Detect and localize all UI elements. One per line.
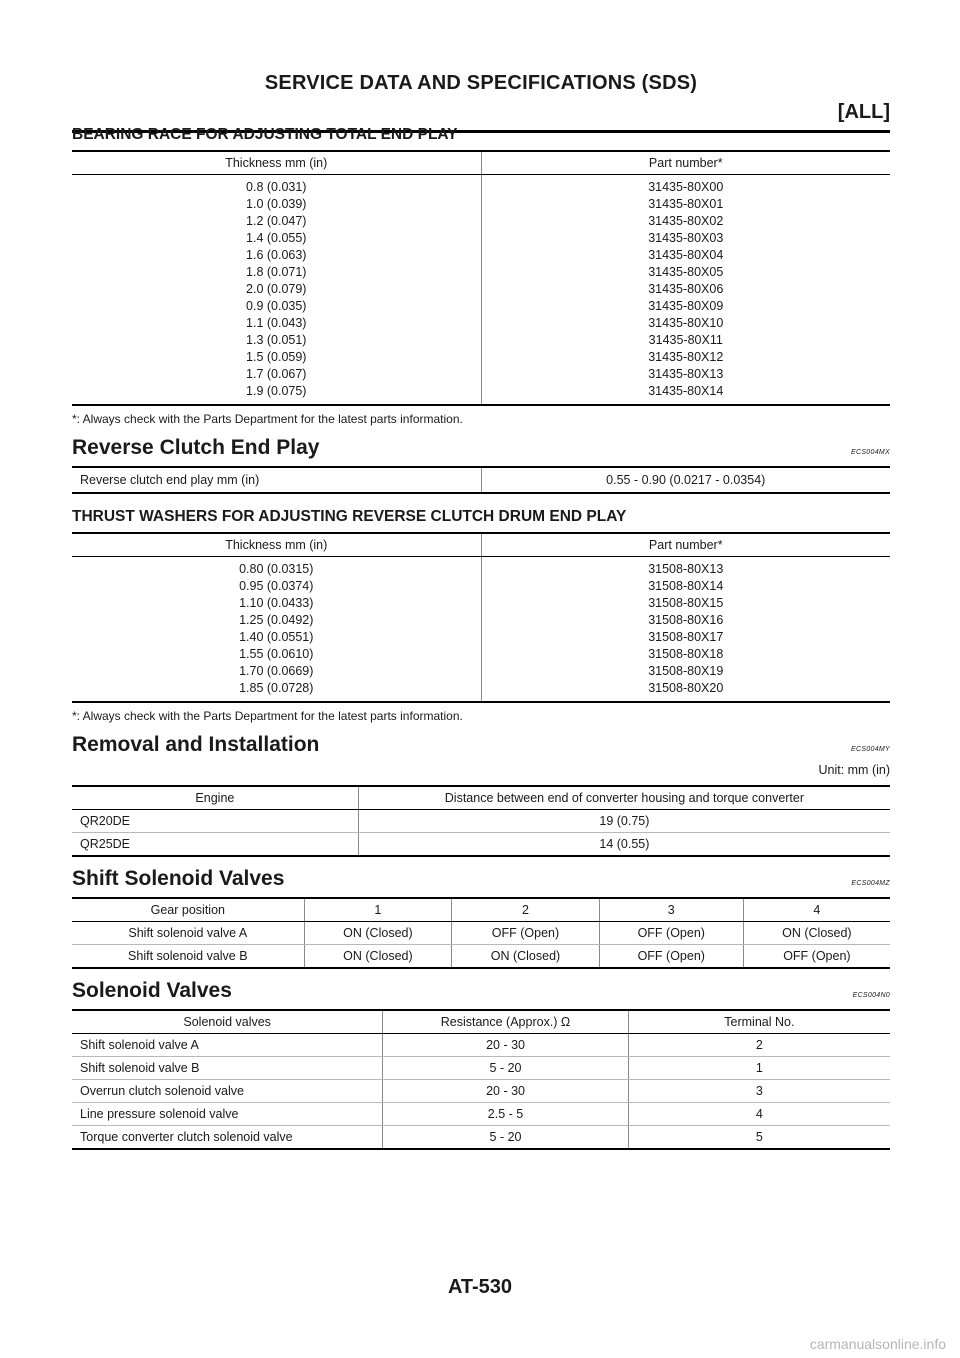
shift-solenoid-heading: Shift Solenoid Valves: [72, 867, 285, 890]
table-row: [72, 1126, 890, 1150]
table-row: [72, 922, 890, 945]
thickness-value: 0.8 (0.031): [246, 180, 307, 194]
shift-cell: OFF (Open): [743, 945, 890, 969]
thickness-value: 1.1 (0.043): [246, 316, 307, 330]
thrust-washers-note: *: Always check with the Parts Department for the latest parts information.: [72, 709, 463, 723]
solenoid-cell: 5 - 20: [383, 1057, 628, 1080]
thickness-value: 1.8 (0.071): [246, 265, 307, 279]
bearing-race-heading: BEARING RACE FOR ADJUSTING TOTAL END PLAY: [72, 126, 458, 143]
solenoid-valves-table: [72, 1009, 890, 1150]
table-row: [72, 1103, 890, 1126]
table-row: [72, 1080, 890, 1103]
part-number: 31435-80X00: [648, 180, 724, 194]
distance-cell: 19 (0.75): [358, 810, 890, 833]
solenoid-cell: Shift solenoid valve A: [72, 1034, 383, 1057]
bearing-race-col-thickness: Thickness mm (in): [72, 151, 481, 175]
part-number: 31435-80X01: [648, 197, 724, 211]
solenoid-cell: 5: [628, 1126, 890, 1150]
part-number: 31435-80X09: [648, 299, 724, 313]
thickness-value: 1.85 (0.0728): [239, 681, 314, 695]
part-number: 31435-80X02: [648, 214, 724, 228]
part-number: 31435-80X05: [648, 265, 724, 279]
part-number: 31435-80X12: [648, 350, 724, 364]
thickness-value: 1.6 (0.063): [246, 248, 307, 262]
part-number: 31508-80X14: [648, 579, 724, 593]
part-number: 31435-80X04: [648, 248, 724, 262]
solenoid-valves-heading: Solenoid Valves: [72, 979, 232, 1002]
reverse-clutch-label: Reverse clutch end play mm (in): [80, 473, 260, 487]
thrust-washers-col-part: Part number*: [481, 533, 890, 557]
thickness-value: 1.3 (0.051): [246, 333, 307, 347]
solenoid-col-header: Solenoid valves: [72, 1010, 383, 1034]
part-number: 31508-80X20: [648, 681, 724, 695]
solenoid-cell: Torque converter clutch solenoid valve: [80, 1130, 293, 1144]
thrust-washers-part-list: [481, 557, 890, 703]
engine-cell: QR25DE: [80, 837, 131, 851]
bearing-race-part-list: [481, 175, 890, 406]
solenoid-cell: 20 - 30: [383, 1080, 628, 1103]
distance-cell: 14 (0.55): [358, 833, 890, 857]
thickness-value: 1.5 (0.059): [246, 350, 307, 364]
part-number: 31435-80X10: [648, 316, 724, 330]
solenoid-cell: Shift solenoid valve B: [72, 1057, 383, 1080]
reverse-clutch-table: [72, 466, 890, 494]
solenoid-cell: Line pressure solenoid valve: [72, 1103, 383, 1126]
solenoid-cell: 5 - 20: [383, 1126, 628, 1150]
solenoid-cell: 1: [628, 1057, 890, 1080]
page-content: [72, 126, 890, 1150]
thickness-value: 1.10 (0.0433): [239, 596, 314, 610]
table-row: [72, 833, 890, 857]
shift-cell: OFF (Open): [599, 945, 743, 969]
thickness-value: 0.95 (0.0374): [239, 579, 314, 593]
part-number: 31508-80X18: [648, 647, 724, 661]
thickness-value: 2.0 (0.079): [246, 282, 307, 296]
shift-col-header: 4: [743, 898, 890, 922]
shift-solenoid-code: ECS004MZ: [851, 880, 890, 887]
part-number: 31508-80X15: [648, 596, 724, 610]
part-number: 31508-80X19: [648, 664, 724, 678]
table-row: [72, 1057, 890, 1080]
removal-code: ECS004MY: [851, 746, 890, 753]
thickness-value: 1.40 (0.0551): [239, 630, 314, 644]
shift-cell: OFF (Open): [452, 922, 600, 945]
page-header: [72, 72, 890, 133]
removal-heading: Removal and Installation: [72, 733, 320, 756]
reverse-clutch-value: 0.55 - 0.90 (0.0217 - 0.0354): [481, 467, 890, 493]
solenoid-cell: 20 - 30: [383, 1034, 628, 1057]
part-number: 31435-80X03: [648, 231, 724, 245]
solenoid-col-header: Resistance (Approx.) Ω: [383, 1010, 628, 1034]
thrust-washers-heading: THRUST WASHERS FOR ADJUSTING REVERSE CLUTCH DRUM END PLAY: [72, 508, 627, 525]
solenoid-cell: 2.5 - 5: [383, 1103, 628, 1126]
shift-cell: ON (Closed): [304, 945, 452, 969]
reverse-clutch-code: ECS004MX: [851, 449, 890, 456]
thickness-value: 1.2 (0.047): [246, 214, 307, 228]
thickness-value: 0.80 (0.0315): [239, 562, 314, 576]
thrust-washers-col-thickness: Thickness mm (in): [72, 533, 481, 557]
page-number: AT-530: [447, 1276, 513, 1298]
bearing-race-thickness-list: [72, 175, 481, 406]
page-tag: [ALL]: [837, 101, 890, 123]
shift-col-header: Gear position: [72, 898, 304, 922]
thrust-washers-table: [72, 532, 890, 703]
table-row: [72, 1034, 890, 1057]
table-row: [72, 810, 890, 833]
thickness-value: 1.55 (0.0610): [239, 647, 314, 661]
shift-col-header: 1: [304, 898, 452, 922]
solenoid-col-header: Terminal No.: [628, 1010, 890, 1034]
part-number: 31508-80X17: [648, 630, 724, 644]
part-number: 31508-80X13: [648, 562, 724, 576]
removal-col-distance: Distance between end of converter housing and torque converter: [358, 786, 890, 810]
solenoid-valves-code: ECS004N0: [852, 992, 890, 999]
thickness-value: 1.0 (0.039): [246, 197, 307, 211]
shift-cell: ON (Closed): [452, 945, 600, 969]
part-number: 31435-80X14: [648, 384, 724, 398]
thickness-value: 1.7 (0.067): [246, 367, 307, 381]
shift-solenoid-section-header: [72, 867, 890, 891]
thrust-washers-thickness-list: [72, 557, 481, 703]
part-number: 31508-80X16: [648, 613, 724, 627]
thickness-value: 0.9 (0.035): [246, 299, 307, 313]
solenoid-valves-section-header: [72, 979, 890, 1003]
solenoid-cell: 4: [628, 1103, 890, 1126]
bearing-race-note: *: Always check with the Parts Department for the latest parts information.: [72, 412, 463, 426]
part-number: 31435-80X06: [648, 282, 724, 296]
removal-section-header: [72, 733, 890, 757]
bearing-race-table: [72, 150, 890, 406]
shift-col-header: 2: [452, 898, 600, 922]
solenoid-cell: Overrun clutch solenoid valve: [72, 1080, 383, 1103]
page-title: SERVICE DATA AND SPECIFICATIONS (SDS): [264, 72, 698, 94]
table-row: [72, 945, 890, 969]
shift-cell: Shift solenoid valve A: [72, 922, 304, 945]
part-number: 31435-80X11: [648, 333, 723, 347]
reverse-clutch-heading: Reverse Clutch End Play: [72, 436, 320, 459]
shift-cell: Shift solenoid valve B: [128, 949, 248, 963]
thickness-value: 1.9 (0.075): [246, 384, 307, 398]
removal-unit-label: Unit: mm (in): [818, 763, 890, 777]
shift-cell: ON (Closed): [743, 922, 890, 945]
shift-cell: ON (Closed): [304, 922, 452, 945]
shift-cell: OFF (Open): [599, 922, 743, 945]
solenoid-cell: 2: [628, 1034, 890, 1057]
thickness-value: 1.4 (0.055): [246, 231, 307, 245]
shift-col-header: 3: [599, 898, 743, 922]
engine-cell: QR20DE: [72, 810, 358, 833]
bearing-race-col-part: Part number*: [481, 151, 890, 175]
thickness-value: 1.25 (0.0492): [239, 613, 314, 627]
removal-col-engine: Engine: [72, 786, 358, 810]
thickness-value: 1.70 (0.0669): [239, 664, 314, 678]
part-number: 31435-80X13: [648, 367, 724, 381]
shift-solenoid-table: [72, 897, 890, 969]
removal-table: [72, 785, 890, 857]
reverse-clutch-section-header: [72, 436, 890, 460]
site-watermark: carmanualsonline.info: [809, 1336, 946, 1352]
solenoid-cell: 3: [628, 1080, 890, 1103]
